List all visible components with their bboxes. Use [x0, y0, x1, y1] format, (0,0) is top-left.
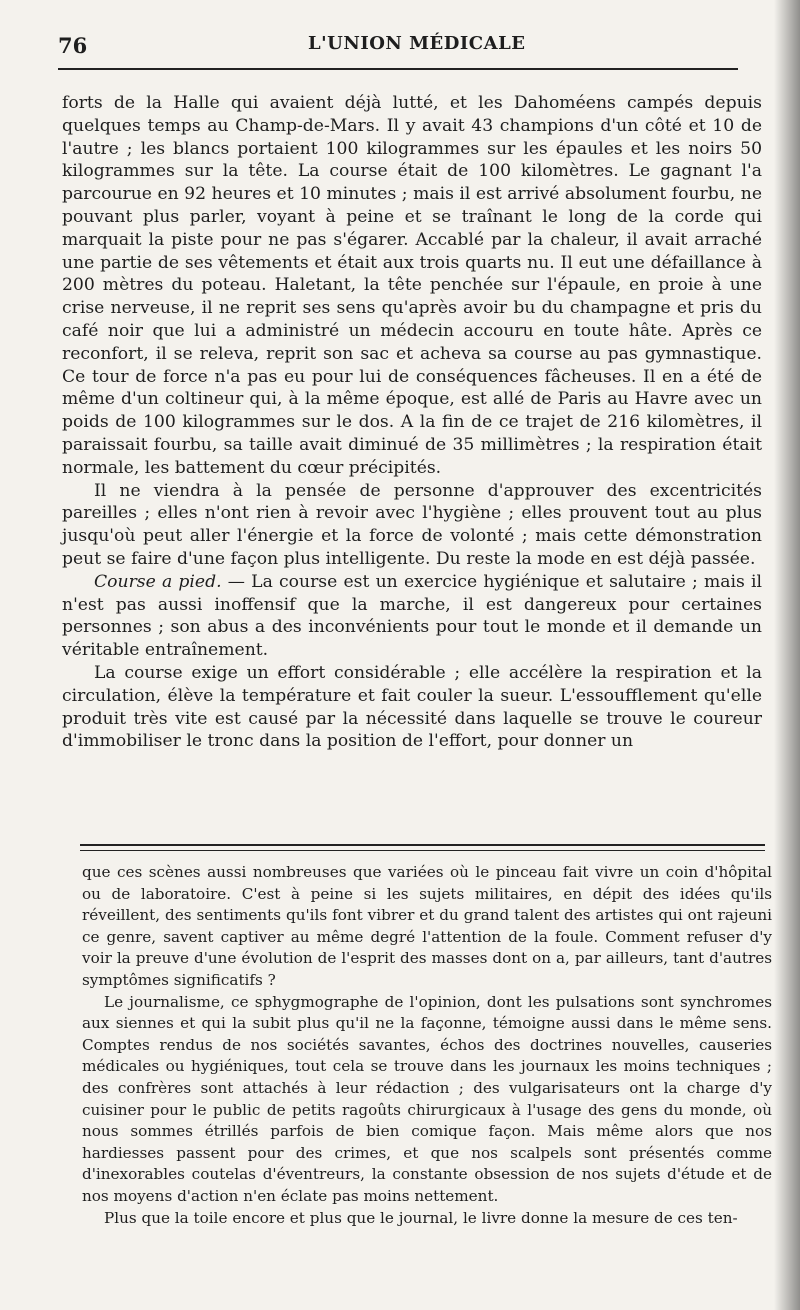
section-lead: Course a pied.	[94, 571, 222, 592]
footnote-paragraph-2: Le journalisme, ce sphygmographe de l'opinion, dont les pulsations sont synchromes aux siennes et qui la subit plus qu'il ne la façonne, témoigne aussi dans le même sens. Comptes rendus de nos sociétés savantes, échos des doctrines nouvelles, causeries médicales ou hygiéniques, tout cela se trouve dans les journaux les moins techniques ; des confrères sont attachés à leur rédaction ; des vulgarisateurs ont la charge d'y cuisiner pour le public de petits ragoûts chirurgicaux à l'usage des gens du monde, où nous sommes étrillés parfois de bien comique façon. Mais même alors que nos hardiesses passent pour des crimes, et que nos scalpels sont présentés comme d'inexorables coutelas d'éventreurs, la constante obsession de nos sujets d'étude et de nos moyens d'action n'en éclate pas moins nettement.	[82, 992, 772, 1205]
page-header	[58, 30, 738, 60]
paragraph-continuation: forts de la Halle qui avaient déjà lutté, et les Dahoméens campés depuis quelques temps au Champ-de-Mars. Il y avait 43 champions d'un côté et 10 de l'autre ; les blancs portaient 100 kilogrammes sur les épaules et les noirs 50 kilogrammes sur la tête. La course était de 100 kilomètres. Le gagnant l'a parcourue en 92 heures et 10 minutes ; mais il est arrivé absolument fourbu, ne pouvant plus parler, voyant à peine et se traînant le long de la corde qui marquait la piste pour ne pas s'égarer. Accablé par la chaleur, il avait arraché une partie de ses vêtements et était aux trois quarts nu. Il eut une défaillance à 200 mètres du poteau. Haletant, la tête penchée sur l'épaule, en proie à une crise nerveuse, il ne reprit ses sens qu'après avoir bu du champagne et pris du café noir que lui a administré un médecin accouru en toute hâte. Après ce reconfort, il se releva, reprit son sac et acheva sa course au pas gymnastique. Ce tour de force n'a pas eu pour lui de conséquences fâcheuses. Il en a été de même d'un coltineur qui, à la même époque, est allé de Paris au Havre avec un poids de 100 kilogrammes sur le dos. A la fin de ce trajet de 216 kilomètres, il paraissait fourbu, sa taille avait diminué de 35 millimètres ; la respiration était normale, les battement du cœur précipités.	[62, 93, 762, 478]
footnote-paragraph-1: que ces scènes aussi nombreuses que variées où le pinceau fait vivre un coin d'hôpital ou de laboratoire. C'est à peine si les sujets militaires, en dépit des idées qu'ils réveillent, des sentiments qu'ils font vibrer et du grand talent des artistes qui ont rajeuni ce genre, savent captiver au même degré l'attention de la foule. Comment refuser d'y voir la preuve d'une évolution de l'esprit des masses dont on a, par ailleurs, tant d'autres symptômes significatifs ?	[82, 863, 772, 989]
running-title: L'UNION MÉDICALE	[308, 33, 526, 54]
page-number: 76	[58, 33, 88, 58]
paragraph-excentricites: Il ne viendra à la pensée de personne d'approuver des excentricités pareilles ; elles n'ont rien à revoir avec l'hygiène ; elles prouvent tout au plus jusqu'où peut aller l'énergie et la force de volonté ; mais cette démonstration peut se faire d'une façon plus intelligente. Du reste la mode en est déjà passée.	[62, 480, 762, 569]
footnote-text	[82, 862, 772, 1229]
section-lead-text: — La course est un exercice hygiénique et salutaire ; mais il n'est pas aussi inoffensif que la marche, il est dangereux pour certaines personnes ; son abus a des inconvénients pour tout le monde et il demande un véritable entraînement.	[62, 571, 762, 661]
paragraph-course-a-pied	[62, 571, 762, 662]
header-rule	[58, 68, 738, 70]
main-text	[62, 92, 762, 753]
footnote-rule	[80, 844, 765, 851]
paragraph-effort: La course exige un effort considérable ; elle accélère la respiration et la circulation, élève la température et fait couler la sueur. L'essoufflement qu'elle produit très vite est causé par la nécessité dans laquelle se trouve le coureur d'immobiliser le tronc dans la position de l'effort, pour donner un	[62, 662, 762, 752]
footnote-paragraph-3: Plus que la toile encore et plus que le journal, le livre donne la mesure de ces ten-	[104, 1208, 738, 1227]
page-edge-shadow	[774, 0, 800, 1310]
